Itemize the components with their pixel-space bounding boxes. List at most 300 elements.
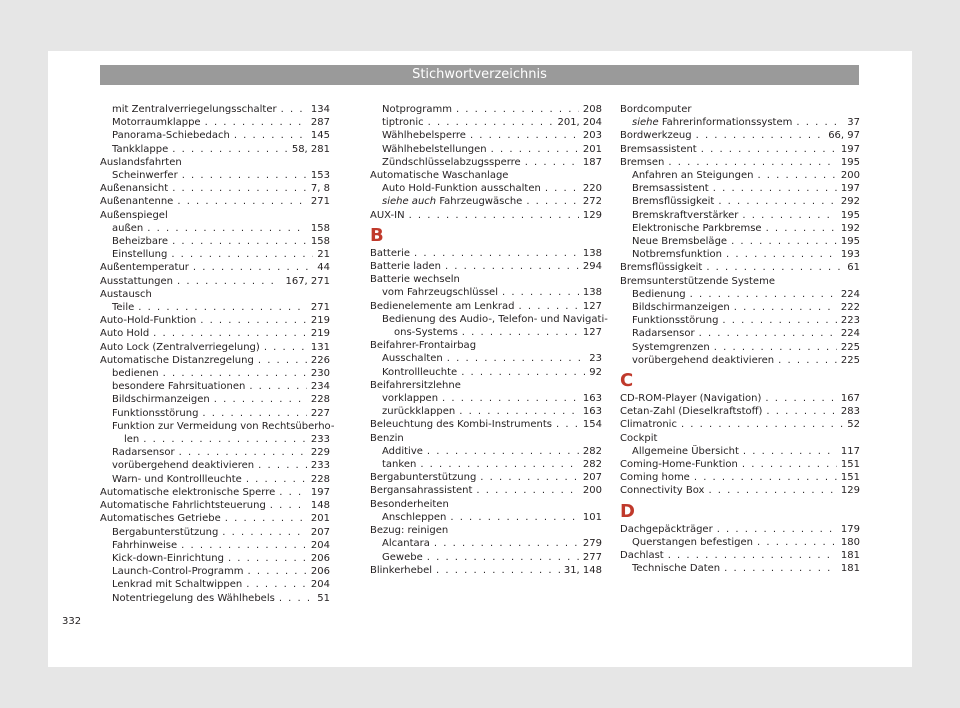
dot-leader (222, 526, 307, 539)
entry-text: Zündschlüsselabzugssperre (382, 156, 521, 168)
index-entry (620, 327, 860, 340)
entry-term (632, 209, 738, 222)
entry-term (112, 565, 244, 578)
entry-term (620, 261, 702, 274)
dot-leader (270, 499, 307, 512)
entry-page: 219 (310, 328, 330, 340)
entry-text: Funktionsstörung (112, 407, 199, 419)
index-entry (370, 405, 602, 418)
index-entry (370, 209, 602, 222)
entry-text: Querstangen befestigen (632, 536, 754, 548)
index-entry (100, 235, 330, 248)
entry-text: Coming home (620, 472, 690, 484)
entry-page: 208 (582, 104, 602, 115)
index-entry (370, 300, 602, 313)
entry-page: 230 (310, 368, 330, 380)
entry-page: 66, 97 (828, 130, 860, 142)
entry-term (100, 512, 221, 525)
entry-text: Automatische elektronische Sperre (100, 486, 276, 498)
dot-leader (258, 459, 307, 472)
dot-leader (724, 562, 837, 575)
entry-term (382, 182, 541, 195)
index-letter: C (620, 370, 634, 392)
entry-page: 193 (840, 249, 860, 261)
entry-text: Automatisches Getriebe (100, 513, 221, 525)
index-entry (100, 275, 330, 288)
entry-text: Anfahren an Steigungen (632, 170, 754, 182)
entry-page: 287 (310, 117, 330, 129)
entry-text: Elektronische Parkbremse (632, 222, 762, 234)
entry-page: 52 (847, 419, 860, 431)
index-entry (370, 286, 602, 299)
entry-text: Bergansahrassistent (370, 485, 473, 497)
entry-term (370, 484, 472, 497)
entry-term (100, 195, 173, 208)
entry-term (620, 156, 664, 169)
entry-page: 201 (582, 143, 602, 155)
dot-leader (459, 405, 579, 418)
entry-term (112, 301, 134, 314)
entry-page: 167, 271 (285, 275, 330, 287)
entry-page: 163 (582, 393, 602, 405)
entry-term (112, 380, 245, 393)
dot-leader (234, 129, 307, 142)
dot-leader (717, 523, 837, 536)
dot-leader (225, 512, 307, 525)
entry-page: 117 (840, 445, 860, 457)
entry-text: Allgemeine Übersicht (632, 445, 739, 457)
entry-page: 228 (310, 473, 330, 485)
dot-leader (690, 288, 837, 301)
entry-text: mit Zentralverriegelungsschalter (112, 104, 277, 115)
entry-page: 228 (310, 394, 330, 406)
dot-leader (409, 209, 579, 222)
index-heading: Benzin (370, 432, 404, 444)
entry-page: 220 (582, 183, 602, 195)
entry-term (370, 260, 441, 273)
entry-page: 195 (840, 209, 860, 221)
entry-text: Fahrzeugwäsche (439, 196, 523, 208)
entry-page: 219 (310, 315, 330, 327)
index-entry (370, 564, 602, 577)
dot-leader (699, 327, 837, 340)
entry-page: 145 (310, 130, 330, 142)
entry-term (382, 143, 487, 156)
dot-leader (427, 445, 579, 458)
index-entry (100, 473, 330, 486)
dot-leader (713, 182, 837, 195)
index-entry (620, 484, 860, 497)
entry-page: 234 (310, 381, 330, 393)
entry-text: Wählhebelsperre (382, 130, 466, 142)
entry-text: Gewebe (382, 551, 423, 563)
entry-page: 181 (840, 550, 860, 562)
index-entry (100, 169, 330, 182)
index-entry (620, 523, 860, 536)
entry-page: 226 (310, 354, 330, 366)
entry-text: len (124, 434, 140, 446)
dot-leader (205, 116, 307, 129)
entry-text: Außenantenne (100, 196, 174, 208)
entry-term (112, 235, 168, 248)
entry-term (100, 327, 149, 340)
entry-term (370, 209, 405, 222)
dot-leader (248, 565, 307, 578)
index-entry (100, 446, 330, 459)
dot-leader (163, 367, 307, 380)
entry-text: Scheinwerfer (112, 170, 178, 182)
entry-text: Bremsen (620, 156, 665, 168)
entry-page: 129 (582, 209, 602, 221)
entry-term (632, 288, 686, 301)
dot-leader (445, 260, 579, 273)
entry-text: bedienen (112, 368, 159, 380)
entry-page: 138 (582, 247, 602, 259)
entry-page: 127 (582, 300, 602, 312)
entry-term (382, 286, 498, 299)
dot-leader (556, 418, 579, 431)
index-entry (620, 116, 860, 129)
entry-term (112, 169, 178, 182)
dot-leader (525, 156, 579, 169)
dot-leader (420, 458, 579, 471)
index-entry (370, 116, 602, 129)
entry-term (620, 392, 761, 405)
entry-text: Systemgrenzen (632, 341, 710, 353)
index-entry (100, 327, 330, 340)
index-entry (620, 209, 860, 222)
entry-term (620, 549, 664, 562)
entry-term (100, 341, 260, 354)
section-header: Stichwortverzeichnis (100, 65, 859, 85)
entry-term (112, 578, 242, 591)
entry-text: Warn- und Kontrollleuchte (112, 473, 242, 485)
entry-text: Notprogramm (382, 104, 452, 115)
entry-text: Auto-Hold-Funktion (100, 315, 197, 327)
dot-leader (447, 352, 586, 365)
entry-term (382, 129, 466, 142)
dot-leader (545, 182, 579, 195)
entry-term (382, 511, 446, 524)
entry-term (370, 247, 410, 260)
index-entry (100, 261, 330, 274)
entry-term (100, 275, 173, 288)
dot-leader (281, 103, 307, 116)
dot-leader (143, 433, 307, 446)
entry-page: 207 (582, 472, 602, 484)
entry-text: besondere Fahrsituationen (112, 381, 246, 393)
index-heading: Bezug: reinigen (370, 525, 449, 537)
entry-page: 179 (840, 523, 860, 535)
dot-leader (731, 235, 837, 248)
entry-page: 197 (310, 486, 330, 498)
entry-page: 37 (847, 117, 860, 129)
dot-leader (706, 261, 843, 274)
entry-term (112, 407, 198, 420)
entry-term (620, 458, 738, 471)
entry-page: 272 (582, 196, 602, 208)
index-entry (370, 537, 602, 550)
entry-text: vom Fahrzeugschlüssel (382, 287, 498, 299)
entry-page: 148 (310, 500, 330, 512)
dot-leader (147, 222, 307, 235)
entry-page: 195 (840, 236, 860, 248)
dot-leader (766, 405, 836, 418)
entry-page: 201, 204 (557, 117, 602, 129)
entry-term (124, 433, 139, 446)
dot-leader (480, 471, 579, 484)
dot-leader (726, 248, 837, 261)
index-entry (100, 182, 330, 195)
entry-page: 181 (840, 563, 860, 575)
entry-text: Bremsflüssigkeit (620, 262, 703, 274)
dot-leader (701, 143, 837, 156)
index-column-1 (100, 103, 335, 605)
index-entry (100, 578, 330, 591)
entry-text: Alcantara (382, 538, 430, 550)
dot-leader (765, 392, 837, 405)
entry-text: Automatische Distanzregelung (100, 354, 254, 366)
entry-page: 187 (582, 156, 602, 168)
see-also-label: siehe auch (382, 196, 437, 208)
dot-leader (796, 116, 843, 129)
dot-leader (258, 354, 307, 367)
entry-page: 206 (310, 552, 330, 564)
entry-term (620, 418, 677, 431)
index-entry (620, 156, 860, 169)
dot-leader (470, 129, 579, 142)
entry-term (112, 473, 242, 486)
index-entry (100, 380, 330, 393)
entry-text: Beheizbare (112, 236, 169, 248)
entry-term (382, 103, 452, 116)
index-entry (370, 260, 602, 273)
index-entry (370, 471, 602, 484)
entry-term (632, 222, 762, 235)
index-heading: Bedienung des Audio-, Telefon- und Navigati- (382, 313, 608, 325)
entry-term (112, 222, 143, 235)
entry-page: 163 (582, 406, 602, 418)
index-letter: B (370, 224, 384, 246)
entry-page: 227 (310, 407, 330, 419)
entry-text: Automatische Fahrlichtsteuerung (100, 500, 266, 512)
index-entry (620, 222, 860, 235)
dot-leader (172, 182, 307, 195)
index-entry (620, 301, 860, 314)
dot-leader (757, 169, 836, 182)
entry-term (632, 314, 718, 327)
entry-term (382, 156, 521, 169)
dot-leader (681, 418, 843, 431)
index-entry (370, 366, 602, 379)
dot-leader (519, 300, 579, 313)
entry-page: 206 (310, 566, 330, 578)
index-entry (100, 222, 330, 235)
entry-term (112, 592, 275, 605)
entry-page: 158 (310, 222, 330, 234)
entry-page: 44 (317, 262, 330, 274)
index-entry (100, 103, 330, 116)
entry-term (632, 301, 730, 314)
entry-term (382, 366, 457, 379)
entry-page: 197 (840, 143, 860, 155)
entry-page: 207 (310, 526, 330, 538)
index-entry (620, 341, 860, 354)
index-entry (620, 169, 860, 182)
index-entry (100, 539, 330, 552)
index-heading: Batterie wechseln (370, 274, 460, 286)
page-number: 332 (62, 616, 82, 627)
entry-page: 195 (840, 156, 860, 168)
index-entry (100, 512, 330, 525)
entry-text: Cetan-Zahl (Dieselkraftstoff) (620, 406, 763, 418)
entry-page: 153 (310, 170, 330, 182)
entry-term (632, 169, 753, 182)
index-heading: Austausch (100, 288, 152, 300)
index-entry (620, 354, 860, 367)
entry-page: 197 (840, 183, 860, 195)
entry-page: 31, 148 (563, 564, 602, 576)
index-entry (370, 484, 602, 497)
dot-leader (279, 592, 313, 605)
index-entry (100, 129, 330, 142)
entry-page: 138 (582, 287, 602, 299)
index-entry (100, 499, 330, 512)
entry-text: tanken (382, 459, 417, 471)
entry-page: 101 (582, 511, 602, 523)
entry-text: Additive (382, 445, 423, 457)
index-heading: Funktion zur Vermeidung von Rechtsüberho- (112, 420, 335, 432)
index-heading: Automatische Waschanlage (370, 170, 509, 182)
entry-term (100, 314, 196, 327)
entry-page: 271 (310, 302, 330, 314)
entry-text: Batterie laden (370, 261, 441, 273)
index-entry (100, 565, 330, 578)
entry-text: AUX-IN (370, 209, 405, 221)
entry-text: Ausstattungen (100, 275, 174, 287)
index-entry (370, 551, 602, 564)
index-entry (370, 143, 602, 156)
entry-term (112, 367, 159, 380)
index-entry (100, 341, 330, 354)
index-heading: Außenspiegel (100, 209, 168, 221)
entry-term (632, 354, 774, 367)
index-entry (620, 392, 860, 405)
index-entry (620, 458, 860, 471)
entry-page: 279 (582, 538, 602, 550)
index-entry (100, 407, 330, 420)
dot-leader (181, 539, 307, 552)
entry-text: Neue Bremsbeläge (632, 236, 728, 248)
dot-leader (450, 511, 579, 524)
entry-text: zurückklappen (382, 406, 456, 418)
dot-leader (177, 275, 281, 288)
entry-page: 229 (310, 447, 330, 459)
entry-term (620, 129, 692, 142)
entry-text: Coming-Home-Funktion (620, 459, 738, 471)
index-entry (370, 392, 602, 405)
index-entry (370, 129, 602, 142)
index-entry (620, 182, 860, 195)
dot-leader (456, 103, 579, 116)
entry-page: 127 (582, 327, 602, 339)
entry-text: Beleuchtung des Kombi-Instruments (370, 419, 553, 431)
entry-term (632, 562, 720, 575)
index-entry (100, 301, 330, 314)
entry-page: 151 (840, 472, 860, 484)
index-letter: D (620, 500, 635, 522)
entry-text: Außentemperatur (100, 262, 189, 274)
entry-term (382, 458, 416, 471)
entry-text: Anschleppen (382, 511, 447, 523)
index-entry (370, 352, 602, 365)
index-entry (100, 314, 330, 327)
dot-leader (182, 169, 307, 182)
dot-leader (200, 314, 307, 327)
entry-text: Lenkrad mit Schaltwippen (112, 579, 243, 591)
entry-text: Einstellung (112, 249, 168, 261)
entry-page: 224 (840, 288, 860, 300)
dot-leader (202, 407, 306, 420)
entry-text: Teile (112, 302, 135, 314)
entry-term (100, 354, 254, 367)
dot-leader (428, 116, 554, 129)
index-entry (100, 195, 330, 208)
dot-leader (742, 458, 837, 471)
entry-page: 131 (310, 341, 330, 353)
index-entry (100, 433, 330, 446)
entry-term (112, 393, 210, 406)
entry-page: 282 (582, 459, 602, 471)
index-entry (620, 471, 860, 484)
index-entry (620, 288, 860, 301)
entry-term (370, 564, 432, 577)
entry-text: Bildschirmanzeigen (112, 394, 210, 406)
index-entry (620, 405, 860, 418)
dot-leader (249, 380, 307, 393)
entry-page: 292 (840, 196, 860, 208)
entry-page: 180 (840, 536, 860, 548)
index-entry (620, 562, 860, 575)
entry-text: Bremsassistent (632, 183, 709, 195)
entry-page: 204 (310, 579, 330, 591)
index-entry (620, 235, 860, 248)
entry-term (100, 486, 275, 499)
dot-leader (668, 549, 837, 562)
index-entry (100, 526, 330, 539)
index-entry (370, 458, 602, 471)
entry-page: 92 (589, 366, 602, 378)
dot-leader (436, 564, 560, 577)
see-also-label: siehe (632, 117, 659, 129)
index-entry (100, 459, 330, 472)
dot-leader (172, 235, 307, 248)
entry-term (112, 539, 177, 552)
index-entry (100, 552, 330, 565)
entry-text: Funktionsstörung (632, 315, 719, 327)
dot-leader (461, 366, 585, 379)
entry-text: Tankklappe (112, 143, 169, 155)
entry-text: Ausschalten (382, 353, 443, 365)
index-heading: Bremsunterstützende Systeme (620, 275, 775, 287)
index-entry (370, 418, 602, 431)
entry-text: CD-ROM-Player (Navigation) (620, 393, 762, 405)
entry-term (112, 143, 168, 156)
entry-text: Launch-Control-Programm (112, 566, 244, 578)
index-entry (620, 536, 860, 549)
entry-page: 192 (840, 222, 860, 234)
entry-term (370, 418, 552, 431)
